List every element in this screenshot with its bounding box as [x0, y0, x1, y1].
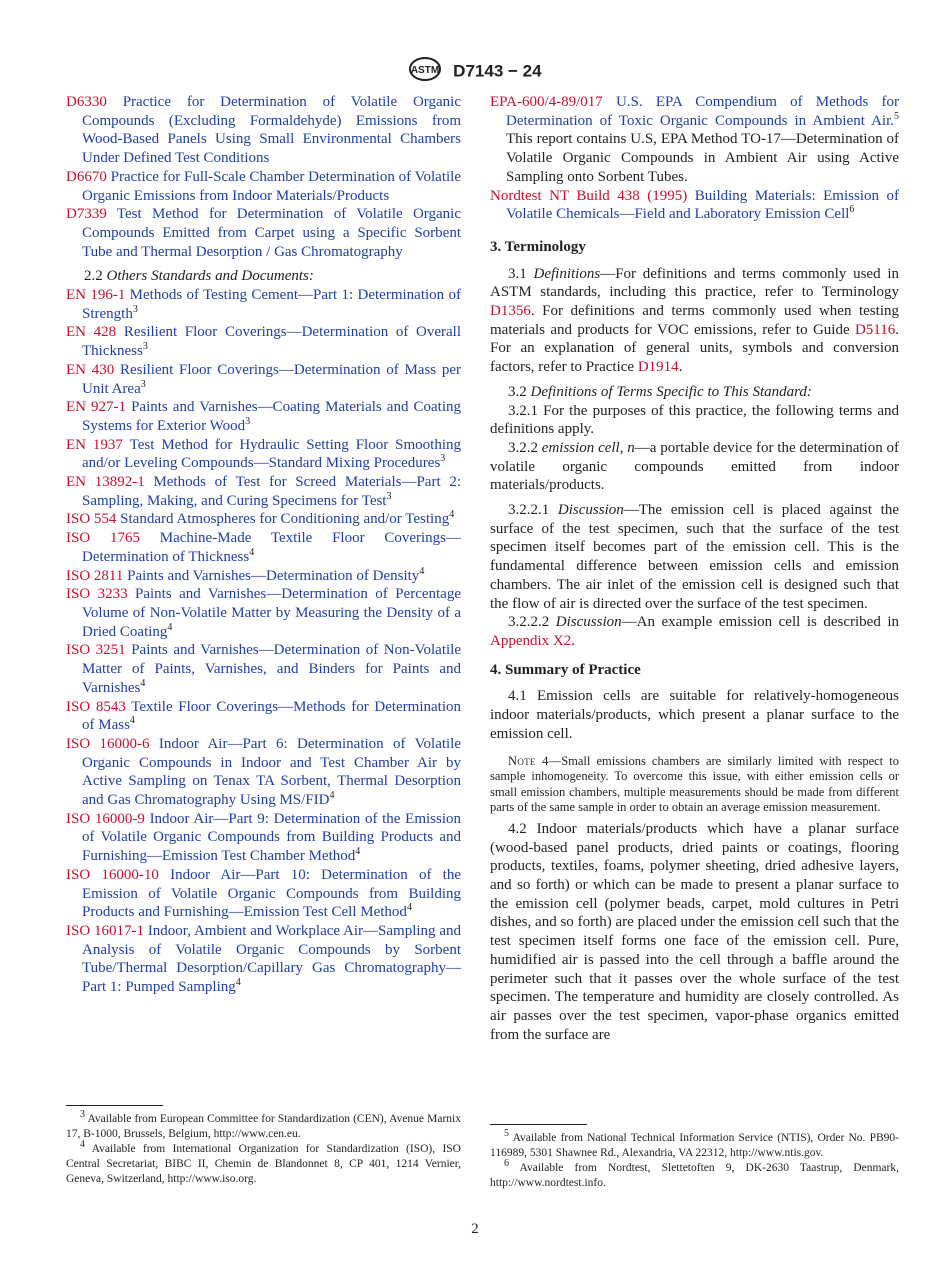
reference-entry	[490, 187, 899, 224]
reference-entry	[66, 529, 461, 566]
paragraph-4-2: 4.2 Indoor materials/products which have a planar surface (wood-based panel products, dried paints or coatings, flooring products, textiles, foams, polymer sheeting, dried adhesive layers, and so forth) or which can be made to present a planar surface to the emission cell (polymer beads, carpet, mold cultures in Petri dishes, and so forth) are placed under the emission cell such that the test specimen itself forms one face of the emission cell. Pure, humidified air is passed into the cell through a baffle around the perimeter such that it passes over the whole surface of the test specimen. The temperature and humidity are closely controlled. As air passes over the test specimen, vapor-phase organics emitted from the surface are	[490, 820, 899, 1043]
reference-code-link[interactable]: EN 428	[66, 324, 117, 341]
reference-title-link[interactable]: Paints and Varnishes—Determination of Density	[127, 567, 420, 584]
reference-title-link[interactable]: Indoor, Ambient and Workplace Air—Sampling and Analysis of Volatile Organic Compounds by Sorbent Tube/Thermal Desorption/Capillary Gas Chromatography—Part 1: Pumped Sampling	[82, 922, 461, 996]
reference-entry	[66, 168, 461, 205]
footnote-marker: 6	[849, 204, 855, 216]
reference-list	[66, 93, 461, 261]
reference-title-link[interactable]: Indoor Air—Part 10: Determination of the Emission of Volatile Organic Compounds from Building Products and Furnishing—Emission Test Cell Method	[82, 866, 462, 921]
footnote-marker: 4	[355, 846, 361, 858]
reference-title-link[interactable]: Indoor Air—Part 6: Determination of Volatile Organic Compounds in Indoor and Test Chamber Air by Active Sampling on Tenax TA Sorbent, Thermal Desorption and Gas Chromatography Using MS/FID	[82, 735, 462, 809]
reference-code-link[interactable]: EN 1937	[66, 436, 123, 453]
reference-code-link[interactable]: D6670	[66, 168, 107, 185]
astm-logo-icon	[408, 56, 442, 87]
reference-title-link[interactable]: Building Materials: Emission of Volatile Chemicals—Field and Laboratory Emission Cell	[506, 187, 899, 223]
link-d1356[interactable]: D1356	[490, 303, 531, 320]
reference-title-link[interactable]: Indoor Air—Part 9: Determination of the Emission of Volatile Organic Compounds from Building Products and Furnishing—Emission Test Chamber Method	[82, 810, 461, 865]
footnote-marker: 4	[406, 902, 412, 914]
reference-title-link[interactable]: Paints and Varnishes—Coating Materials and Coating Systems for Exterior Wood	[82, 399, 461, 434]
paragraph-3-2-2: 3.2.2 emission cell, n—a portable device for the determination of volatile organic compounds emitted from indoor materials/products.	[490, 439, 899, 494]
reference-entry	[66, 323, 461, 360]
footnote-text: Available from Nordtest, Slettetoften 9, DK-2630 Taastrup, Denmark, http://www.nordtest.info.	[490, 1162, 899, 1189]
reference-entry	[66, 567, 461, 586]
link-d5116[interactable]: D5116	[854, 321, 896, 338]
footnote-marker: 4	[167, 621, 173, 633]
other-reference-list	[66, 286, 461, 997]
reference-title-link[interactable]: U.S. EPA Compendium of Methods for Determination of Toxic Organic Compounds in Ambient Air.	[506, 94, 900, 129]
paragraph-3-2: 3.2 Definitions of Terms Specific to This Standard:	[508, 383, 812, 400]
reference-code-link[interactable]: ISO 16000-10	[66, 866, 159, 883]
reference-entry	[66, 436, 461, 473]
footnote-marker: 3	[140, 378, 146, 390]
reference-code-link[interactable]: EN 430	[66, 361, 115, 378]
reference-title-link[interactable]: Methods of Testing Cement—Part 1: Determination of Strength	[82, 287, 461, 322]
section-3-heading: 3. Terminology	[490, 238, 586, 255]
footnote-number: 4	[80, 1139, 85, 1151]
page-header	[0, 56, 950, 87]
right-column	[490, 93, 899, 1044]
footnote-marker: 4	[140, 677, 146, 689]
footnote-marker: 4	[129, 715, 135, 727]
footnote	[66, 1139, 461, 1187]
reference-entry	[490, 93, 899, 187]
reference-code-link[interactable]: D7339	[66, 206, 107, 223]
reference-title-link[interactable]: Resilient Floor Coverings—Determination of Mass per Unit Area	[82, 361, 462, 397]
footnote-number: 3	[80, 1109, 85, 1121]
footnote-marker: 4	[235, 977, 241, 989]
reference-code-link[interactable]: D6330	[66, 94, 107, 110]
reference-code-link[interactable]: ISO 2811	[66, 567, 124, 584]
footnote	[490, 1128, 899, 1161]
reference-code-link[interactable]: EPA-600/4-89/017	[490, 94, 603, 110]
reference-list-continued	[490, 93, 899, 224]
paragraph-3-2-1: 3.2.1 For the purposes of this practice, the following terms and definitions apply.	[490, 402, 899, 438]
page-number: 2	[471, 1221, 479, 1237]
link-d1914[interactable]: D1914	[637, 359, 679, 376]
footnote-marker: 3	[142, 341, 148, 353]
reference-entry	[66, 922, 461, 997]
reference-entry	[66, 398, 461, 435]
reference-title-link[interactable]: Machine-Made Textile Floor Coverings—Determination of Thickness	[82, 530, 462, 565]
paragraph-3-2-2-1: 3.2.2.1 Discussion—The emission cell is placed against the surface of the test specimen, such that the surface of the test specimen itself becomes part of the emission cell. This is the fundamental difference between emission cells and emission chambers. The air inlet of the emission cell is designed such that the flow of air is directed over the surface of the test specimen.	[490, 502, 900, 612]
reference-title-link[interactable]: Paints and Varnishes—Determination of Non-Volatile Matter of Paints, Varnishes, and Binders for Paints and Varnishes	[82, 642, 461, 696]
reference-code-link[interactable]: ISO 16000-6	[66, 735, 150, 752]
section-4-heading: 4. Summary of Practice	[490, 661, 641, 678]
reference-entry	[66, 810, 461, 866]
footnote-marker: 4	[419, 565, 425, 577]
reference-title-link[interactable]: Practice for Determination of Volatile Organic Compounds (Excluding Formaldehyde) Emissions from Wood-Based Panels Using Small Environmental Chambers Under Defined Test Conditions	[82, 94, 461, 167]
footnote-marker: 4	[449, 509, 455, 521]
reference-code-link[interactable]: ISO 1765	[66, 530, 140, 547]
reference-entry	[66, 641, 461, 697]
footnote-marker: 3	[132, 303, 138, 315]
reference-entry	[66, 205, 461, 261]
reference-entry	[66, 93, 461, 168]
reference-entry	[66, 698, 461, 735]
reference-entry	[66, 286, 461, 323]
reference-code-link[interactable]: ISO 554	[66, 511, 117, 528]
reference-entry	[66, 510, 461, 529]
footnote-rule	[490, 1124, 587, 1125]
svg-text:ASTM: ASTM	[411, 65, 440, 76]
reference-entry	[66, 735, 461, 810]
footnotes-left	[66, 1105, 461, 1187]
footnote-number: 5	[504, 1128, 509, 1140]
reference-title-link[interactable]: Textile Floor Coverings—Methods for Determination of Mass	[82, 698, 462, 734]
footnote-marker: 5	[894, 110, 899, 122]
reference-code-link[interactable]: EN 13892-1	[66, 474, 145, 491]
note-4: Note 4—Small emissions chambers are similarly limited with respect to sample inhomogeneity. To overcome this issue, with either emission cells or small emission chambers, multiple measurements should be made from different parts of the same sample in order to obtain an average emission measurement.	[490, 753, 899, 815]
reference-title-link[interactable]: Practice for Full-Scale Chamber Determination of Volatile Organic Emissions from Indoor Materials/Products	[82, 168, 461, 204]
reference-code-link[interactable]: EN 196-1	[66, 287, 126, 304]
reference-entry	[66, 361, 461, 398]
footnote-rule	[66, 1105, 163, 1106]
reference-description: This report contains U.S, EPA Method TO-17—Determination of Volatile Organic Compounds in Ambient Air using Active Sampling onto Sorbent Tubes.	[506, 131, 899, 185]
standard-designation: D7143 − 24	[453, 61, 542, 81]
footnote-marker: 3	[440, 453, 446, 465]
link-appendix-x2[interactable]: Appendix X2	[490, 632, 572, 649]
reference-title-link[interactable]: Paints and Varnishes—Determination of Percentage Volume of Non-Volatile Matter by Measuring the Density of a Dried Coating	[82, 586, 462, 640]
reference-code-link[interactable]: ISO 3251	[66, 642, 126, 659]
paragraph-4-1: 4.1 Emission cells are suitable for relatively-homogeneous indoor materials/products, which present a planar surface to the emission cell.	[490, 688, 899, 742]
reference-code-link[interactable]: Nordtest NT Build 438 (1995)	[490, 187, 688, 204]
footnote-marker: 3	[386, 490, 392, 502]
reference-code-link[interactable]: ISO 16000-9	[66, 810, 145, 827]
reference-title-link[interactable]: Test Method for Determination of Volatile Organic Compounds Emitted from Carpet using a Specific Sorbent Tube and Thermal Desorption / Gas Chromatography	[82, 206, 461, 260]
reference-code-link[interactable]: EN 927-1	[66, 399, 127, 416]
paragraph-3-1: 3.1 Definitions—For definitions and terms commonly used in ASTM standards, including this practice, refer to Terminology D1356. For definitions and terms commonly used when testing materials and products for VOC emissions, refer to Guide D5116. For an explanation of general units, symbols and conversion factors, refer to Practice D1914.	[490, 265, 900, 376]
footnote-marker: 4	[249, 546, 255, 558]
reference-code-link[interactable]: ISO 3233	[66, 586, 128, 603]
reference-entry	[66, 585, 461, 641]
footnote	[66, 1109, 461, 1142]
footnote-marker: 4	[329, 790, 335, 802]
section-2-2-heading: 2.2 Others Standards and Documents:	[84, 268, 314, 285]
reference-title-link[interactable]: Methods of Test for Screed Materials—Part 2: Sampling, Making, and Curing Specimens for Test	[82, 474, 462, 509]
footnote	[490, 1158, 899, 1191]
reference-title-link[interactable]: Standard Atmospheres for Conditioning and/or Testing	[120, 511, 450, 528]
paragraph-3-2-2-2: 3.2.2.2 Discussion—An example emission cell is described in Appendix X2.	[490, 614, 900, 649]
footnote-number: 6	[504, 1158, 509, 1170]
footnote-text: Available from International Organization for Standardization (ISO), ISO Central Secretariat, BIBC II, Chemin de Blandonnet 8, CP 401, 1214 Vernier, Geneva, Switzerland, http://www.iso.org.	[66, 1143, 461, 1185]
reference-entry	[66, 866, 461, 922]
reference-title-link[interactable]: Resilient Floor Coverings—Determination of Overall Thickness	[82, 324, 462, 360]
reference-entry	[66, 473, 461, 510]
left-column	[66, 93, 461, 997]
reference-title-link[interactable]: Test Method for Hydraulic Setting Floor Smoothing and/or Leveling Compounds—Standard Mixing Procedures	[82, 436, 461, 472]
footnote-text: Available from National Technical Information Service (NTIS), Order No. PB90-116989, 5301 Shawnee Rd., Alexandria, VA 22312, http://www.ntis.gov.	[490, 1132, 899, 1159]
footnotes-right	[490, 1124, 899, 1191]
footnote-marker: 3	[245, 415, 251, 427]
footnote-text: Available from European Committee for Standardization (CEN), Avenue Marnix 17, B-1000, Brussels, Belgium, http://www.cen.eu.	[66, 1113, 461, 1140]
reference-code-link[interactable]: ISO 8543	[66, 698, 126, 715]
reference-code-link[interactable]: ISO 16017-1	[66, 922, 144, 939]
